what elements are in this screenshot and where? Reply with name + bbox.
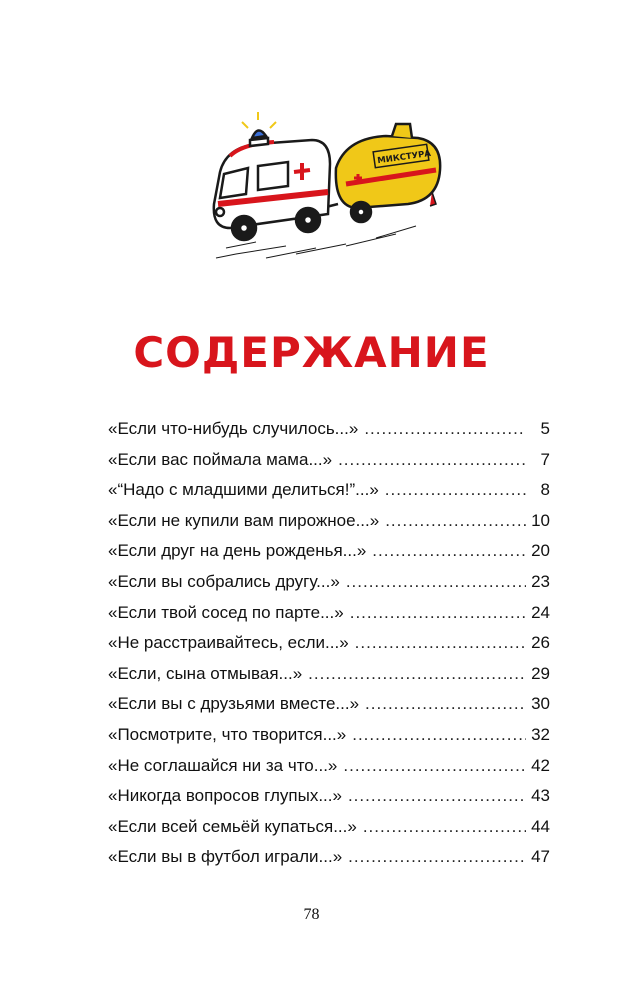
dot-leader	[385, 480, 526, 500]
front-wheel-hub	[240, 224, 248, 232]
toc-entry[interactable]	[108, 847, 550, 878]
toc-entry[interactable]	[108, 633, 550, 664]
toc-entry-title: «“Надо с младшими делиться!”...»	[108, 480, 379, 500]
dot-leader	[355, 633, 526, 653]
toc-entry[interactable]	[108, 511, 550, 542]
toc-entry-page: 10	[531, 510, 550, 530]
trailer-wheel-hub	[358, 209, 365, 216]
ambulance-illustration	[196, 108, 446, 268]
toc-entry[interactable]	[108, 756, 550, 787]
toc-entry-page: 20	[531, 541, 550, 561]
dot-leader	[363, 817, 526, 837]
dot-leader	[343, 756, 526, 776]
dot-leader	[365, 694, 526, 714]
toc-entry-page: 26	[531, 633, 550, 653]
tank-label: МИКСТУРА	[376, 148, 432, 167]
toc-entry-page: 24	[531, 602, 550, 622]
toc-entry-title: «Если, сына отмывая...»	[108, 663, 303, 683]
tank-top	[392, 124, 412, 138]
toc-entry-page: 29	[531, 663, 550, 683]
toc-entry-page: 5	[540, 419, 550, 438]
side-window	[258, 162, 288, 190]
headlight	[216, 208, 224, 216]
toc-entry-page: 7	[540, 449, 550, 469]
toc-entry-title: «Не расстраивайтесь, если...»	[108, 633, 349, 653]
toc-title: СОДЕРЖАНИЕ	[133, 328, 490, 377]
tank-trailer	[336, 124, 440, 222]
toc-entry[interactable]	[108, 725, 550, 756]
toc-entry[interactable]	[108, 450, 550, 481]
toc-entry-title: «Если что-нибудь случилось...»	[108, 419, 359, 438]
dot-leader	[308, 664, 526, 684]
toc-entry[interactable]	[108, 786, 550, 817]
toc-entry-title: «Посмотрите, что творится...»	[108, 724, 347, 744]
dot-leader	[364, 419, 526, 439]
toc-entry-page: 30	[531, 694, 550, 714]
dot-leader	[350, 603, 526, 623]
toc-entry[interactable]	[108, 694, 550, 725]
toc-entry-page: 42	[531, 755, 550, 775]
toc-entry-page: 44	[531, 816, 550, 836]
toc-entry[interactable]	[108, 480, 550, 511]
toc-entry[interactable]	[108, 603, 550, 634]
siren-base	[250, 138, 268, 146]
toc-entry-title: «Никогда вопросов глупых...»	[108, 786, 342, 806]
toc-entry-title: «Если вы в футбол играли...»	[108, 847, 343, 867]
dot-leader	[346, 572, 526, 592]
siren-light	[252, 130, 266, 138]
toc-entry-title: «Если твой сосед по парте...»	[108, 602, 344, 622]
dot-leader	[385, 511, 526, 531]
toc-entry-title: «Если вы с друзьями вместе...»	[108, 694, 360, 714]
rear-wheel-hub	[304, 216, 312, 224]
toc-list	[108, 419, 550, 878]
toc-entry-title: «Если всей семьёй купаться...»	[108, 816, 357, 836]
dot-leader	[348, 786, 526, 806]
dot-leader	[352, 725, 526, 745]
page-number: 78	[303, 906, 320, 923]
toc-entry-title: «Если вы собрались другу...»	[108, 571, 340, 591]
dot-leader	[338, 450, 526, 470]
toc-entry-title: «Если вас поймала мама...»	[108, 449, 333, 469]
dot-leader	[348, 847, 526, 867]
toc-entry[interactable]	[108, 572, 550, 603]
toc-entry-title: «Если друг на день рожденья...»	[108, 541, 367, 561]
toc-entry-page: 32	[531, 724, 550, 744]
toc-entry-page: 43	[531, 786, 550, 806]
dot-leader	[372, 541, 526, 561]
toc-entry-title: «Не соглашайся ни за что...»	[108, 755, 338, 775]
toc-entry-page: 23	[531, 571, 550, 591]
toc-entry-page: 47	[531, 847, 550, 867]
toc-entry[interactable]	[108, 817, 550, 848]
ambulance	[214, 130, 338, 240]
toc-entry-page: 8	[540, 480, 550, 500]
toc-entry[interactable]	[108, 541, 550, 572]
toc-entry-title: «Если не купили вам пирожное...»	[108, 510, 380, 530]
siren-rays	[242, 112, 276, 128]
toc-entry[interactable]	[108, 419, 550, 450]
toc-entry[interactable]	[108, 664, 550, 695]
